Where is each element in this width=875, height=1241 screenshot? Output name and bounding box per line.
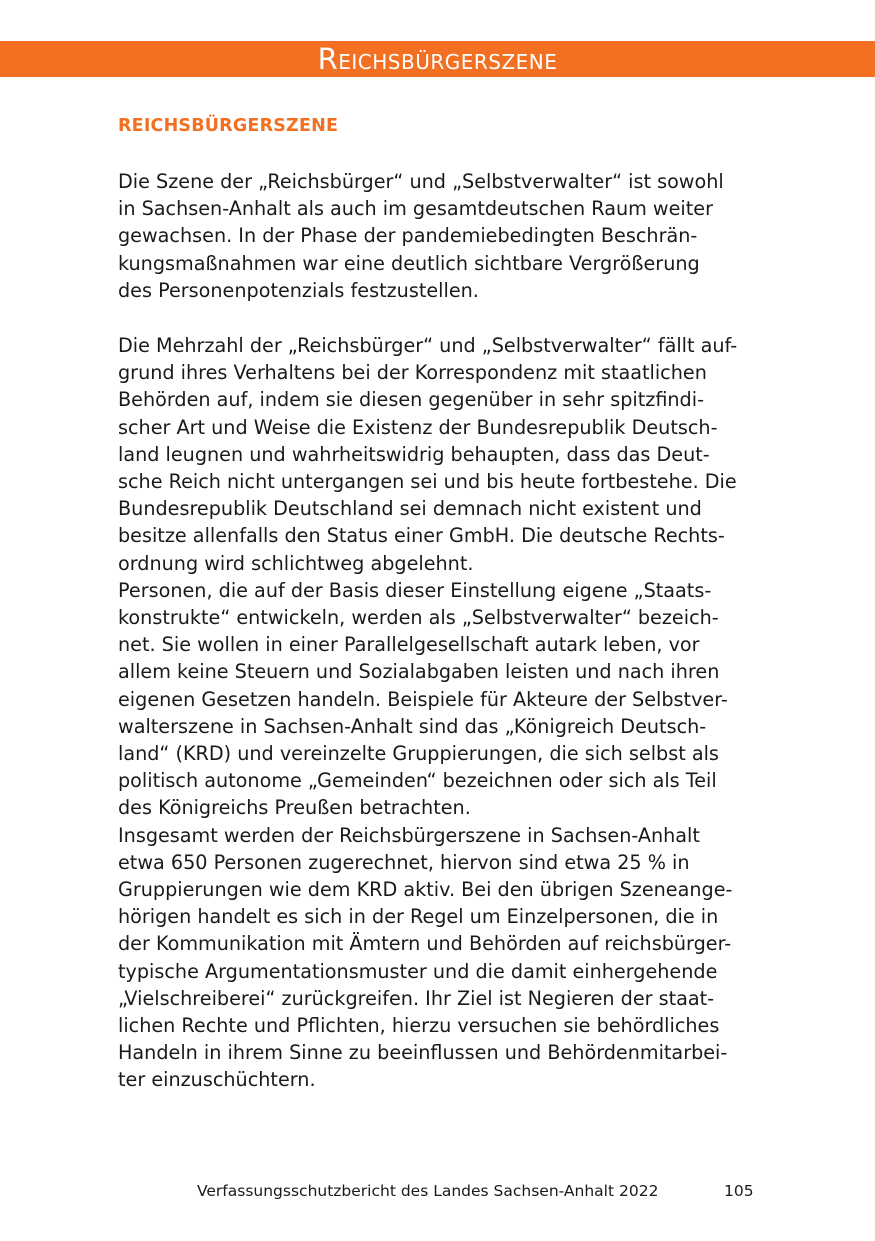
text-line: hörigen handelt es sich in der Regel um Einzelpersonen, die in [118,905,719,929]
text-line: des Königreichs Preußen betrachten. [118,796,471,820]
text-line: der Kommunikation mit Ämtern und Behörden auf reichsbürger- [118,932,732,956]
paragraph-main [118,332,758,1094]
text-line: Personen, die auf der Basis dieser Einstellung eigene „Staats- [118,578,712,602]
text-line: net. Sie wollen in einer Parallelgesellschaft autark leben, vor [118,633,700,657]
text-line: sche Reich nicht untergangen sei und bis heute fortbestehe. Die [118,470,737,494]
paragraph-intro [118,168,758,304]
text-line: politisch autonome „Gemeinden“ bezeichnen oder sich als Teil [118,769,717,793]
text-line: gewachsen. In der Phase der pandemiebedingten Beschrän- [118,224,698,248]
text-line: konstrukte“ entwickeln, werden als „Selbstverwalter“ bezeich- [118,606,719,630]
text-line: in Sachsen-Anhalt als auch im gesamtdeutschen Raum weiter [118,197,713,221]
text-line: grund ihres Verhaltens bei der Korrespondenz mit staatlichen [118,361,707,385]
text-line: kungsmaßnahmen war eine deutlich sichtbare Vergrößerung [118,251,700,275]
text-line: Bundesrepublik Deutschland sei demnach nicht existent und [118,497,702,521]
chapter-title: Reichsbürgerszene [317,42,558,76]
page-number: 105 [724,1182,754,1200]
chapter-banner [0,41,875,77]
text-line: walterszene in Sachsen-Anhalt sind das „Königreich Deutsch- [118,714,707,738]
text-line: Behörden auf, indem sie diesen gegenüber in sehr spitzfindi- [118,388,704,412]
text-line: besitze allenfalls den Status einer GmbH. Die deutsche Rechts- [118,524,725,548]
text-line: Die Szene der „Reichsbürger“ und „Selbstverwalter“ ist sowohl [118,170,724,193]
text-line: land“ (KRD) und vereinzelte Gruppierungen, die sich selbst als [118,742,719,766]
text-line: des Personenpotenzials festzustellen. [118,278,479,302]
text-line: ordnung wird schlichtweg abgelehnt. [118,551,474,575]
text-line: ter einzuschüchtern. [118,1068,316,1092]
text-line: allem keine Steuern und Sozialabgaben leisten und nach ihren [118,660,720,684]
footer-report-title: Verfassungsschutzbericht des Landes Sachsen-Anhalt 2022 [197,1182,659,1200]
text-line: Die Mehrzahl der „Reichsbürger“ und „Selbstverwalter“ fällt auf- [118,334,738,357]
text-line: etwa 650 Personen zugerechnet, hiervon sind etwa 25 % in [118,850,690,874]
text-line: typische Argumentationsmuster und die damit einhergehende [118,959,718,983]
text-line: land leugnen und wahrheitswidrig behaupten, dass das Deut- [118,442,710,466]
text-line: Insgesamt werden der Reichsbürgerszene in Sachsen-Anhalt [118,823,700,847]
text-line: eigenen Gesetzen handeln. Beispiele für Akteure der Selbstver- [118,687,728,711]
text-line: „Vielschreiberei“ zurückgreifen. Ihr Ziel ist Negieren der staat- [118,986,715,1010]
text-line: Handeln in ihrem Sinne zu beeinflussen und Behördenmitarbei- [118,1041,728,1065]
text-line: Gruppierungen wie dem KRD aktiv. Bei den übrigen Szeneange- [118,878,733,902]
text-line: lichen Rechte und Pflichten, hierzu versuchen sie behördliches [118,1014,720,1038]
section-heading: REICHSBÜRGERSZENE [118,116,339,136]
text-line: scher Art und Weise die Existenz der Bundesrepublik Deutsch- [118,415,718,439]
